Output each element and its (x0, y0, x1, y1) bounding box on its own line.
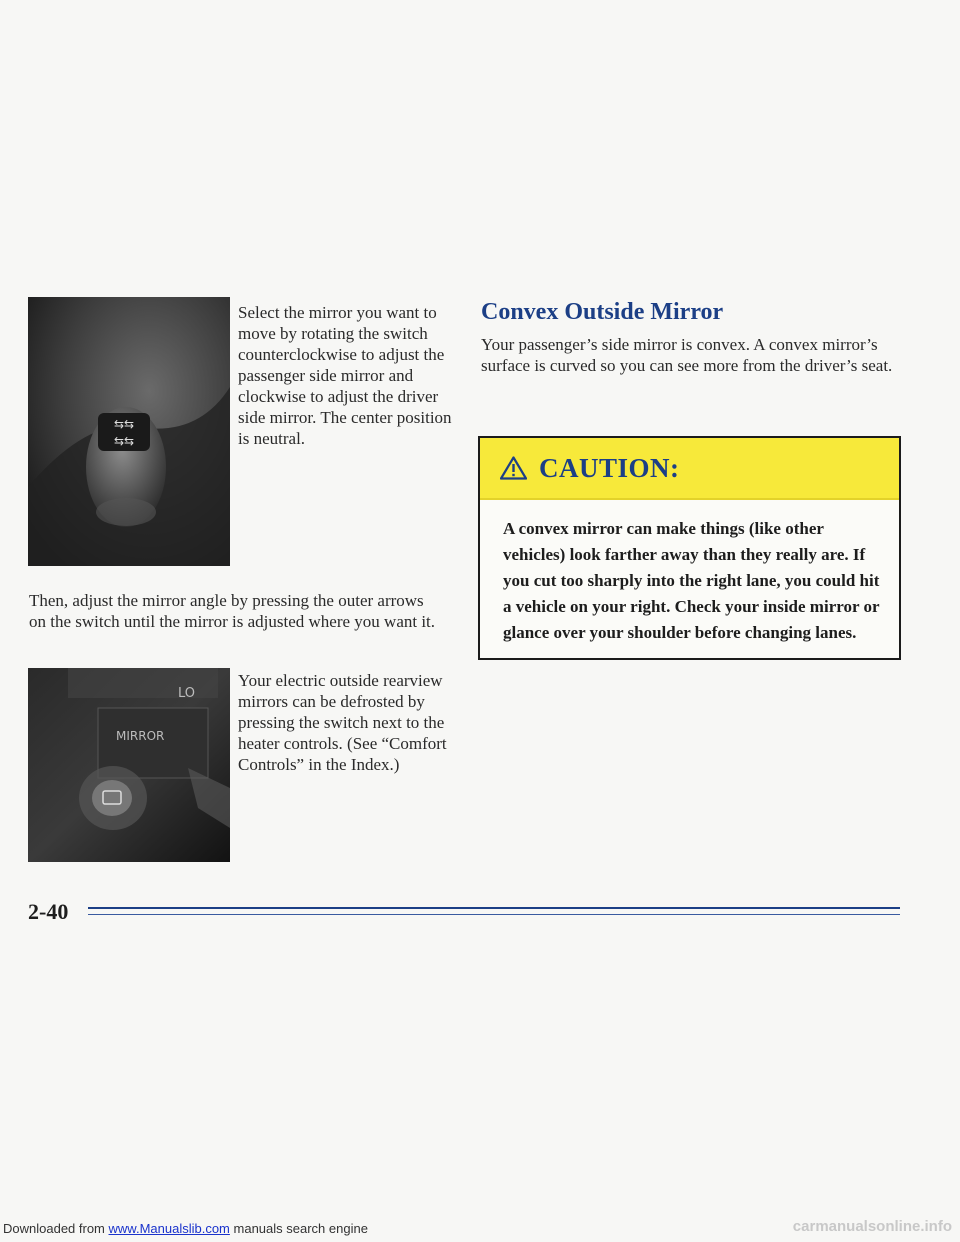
footer-prefix: Downloaded from (3, 1221, 105, 1236)
section-heading: Convex Outside Mirror (481, 299, 724, 325)
caution-text: A convex mirror can make things (like other vehicles) look farther away than they really are. If you cut too sharply into the right lane, you could hit a vehicle on your right. Check your inside mirror or glance over your shoulder before changing lanes. (503, 519, 880, 642)
mirror-adjust-paragraph: Then, adjust the mirror angle by pressing the outer arrows on the switch until the mirror is adjusted where you want it. (29, 591, 436, 631)
mirror-defrost-photo (28, 668, 230, 862)
watermark: carmanualsonline.info (792, 1218, 952, 1235)
footer-rule (88, 907, 900, 917)
mirror-select-paragraph: Select the mirror you want to move by rotating the switch counterclockwise to adjust the passenger side mirror and clockwise to adjust the driver side mirror. The center position is neutral. (238, 303, 452, 448)
mirror-label: MIRROR (116, 729, 165, 743)
svg-text:⇆⇆: ⇆⇆ (113, 417, 135, 431)
svg-text:⇆⇆: ⇆⇆ (113, 434, 135, 448)
caution-header (480, 438, 899, 500)
footer-suffix: manuals search engine (233, 1221, 368, 1236)
mirror-defrost-paragraph: Your electric outside rearview mirrors can be defrosted by pressing the switch next to the heater controls. (See “Comfort Controls” in the Index.) (238, 671, 447, 774)
lo-label: LO (178, 686, 196, 701)
download-footer (3, 1221, 368, 1236)
caution-label: CAUTION: (539, 452, 680, 483)
caution-box (478, 436, 901, 660)
convex-mirror-paragraph: Your passenger’s side mirror is convex. A convex mirror’s surface is curved so you can see more from the driver’s seat. (481, 335, 893, 375)
warning-triangle-icon (500, 456, 527, 480)
manualslib-link[interactable]: www.Manualslib.com (108, 1221, 230, 1236)
page-number: 2-40 (28, 899, 69, 924)
mirror-switch-photo (28, 297, 230, 566)
